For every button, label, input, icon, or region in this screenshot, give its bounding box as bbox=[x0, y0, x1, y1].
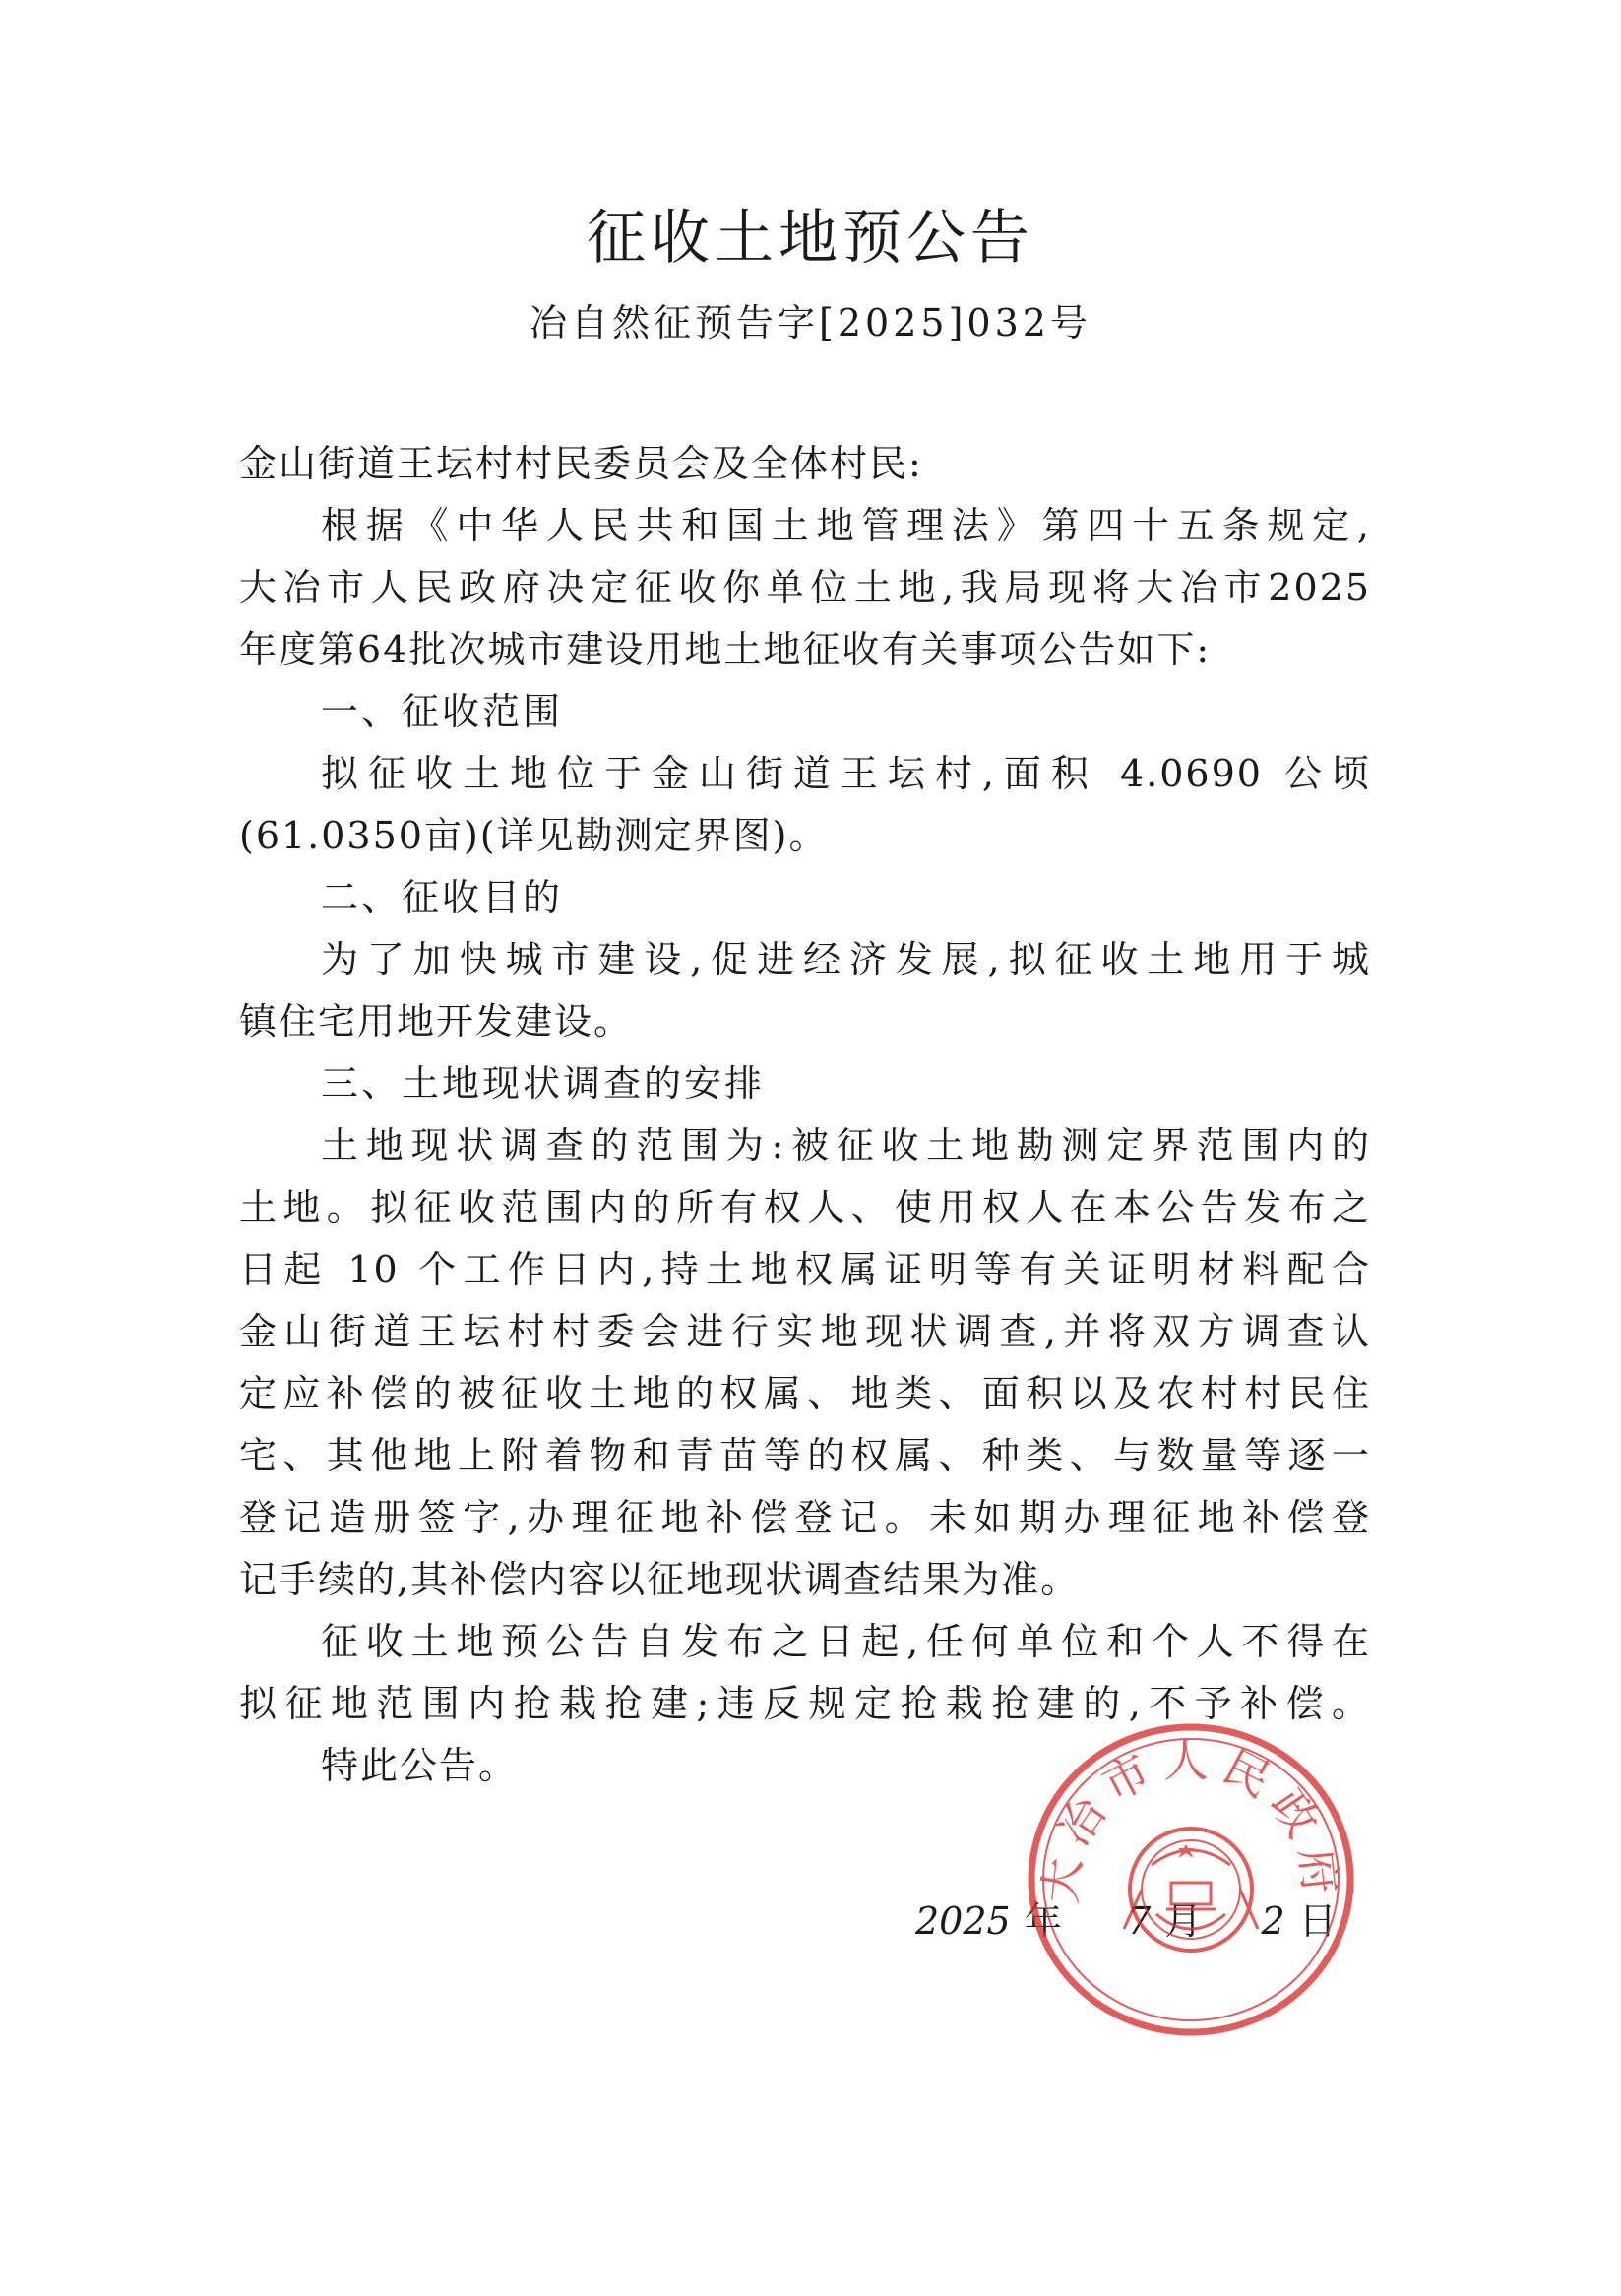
official-seal-icon bbox=[1024, 1717, 1358, 2037]
body-line: 土地。拟征收范围内的所有权人、使用权人在本公告发布之 bbox=[239, 1186, 1371, 1229]
document-number: 冶自然征预告字[2025]032号 bbox=[530, 301, 1091, 344]
body-line: 镇住宅用地开发建设。 bbox=[239, 1000, 634, 1043]
body-line: 日起 10 个工作日内,持土地权属证明等有关证明材料配合 bbox=[239, 1248, 1371, 1291]
date-month-unit: 月 bbox=[1164, 1899, 1205, 1943]
body-line: 为了加快城市建设,促进经济发展,拟征收土地用于城 bbox=[321, 938, 1371, 981]
body-line: 年度第64批次城市建设用地土地征收有关事项公告如下: bbox=[239, 628, 1212, 671]
date-day-unit: 日 bbox=[1298, 1899, 1339, 1943]
body-line: 特此公告。 bbox=[321, 1744, 519, 1787]
body-line: 金山街道王坛村村委会进行实地现状调查,并将双方调查认 bbox=[239, 1310, 1371, 1353]
section-heading: 一、征收范围 bbox=[321, 690, 564, 733]
section-heading: 三、土地现状调查的安排 bbox=[321, 1062, 766, 1105]
body-line: 记手续的,其补偿内容以征地现状调查结果为准。 bbox=[239, 1558, 1081, 1601]
notice-title: 征收土地预公告 bbox=[587, 204, 1034, 273]
date-month: 7 bbox=[1127, 1899, 1152, 1943]
body-line: 定应补偿的被征收土地的权属、地类、面积以及农村村民住 bbox=[239, 1372, 1371, 1415]
body-line: 根据《中华人民共和国土地管理法》第四十五条规定, bbox=[321, 504, 1371, 547]
date-year-unit: 年 bbox=[1024, 1899, 1064, 1943]
body-line: 拟征收土地位于金山街道王坛村,面积 4.0690 公顷 bbox=[321, 752, 1371, 795]
body-line: 大冶市人民政府决定征收你单位土地,我局现将大冶市2025 bbox=[239, 566, 1371, 609]
notice-body bbox=[239, 433, 1371, 1797]
body-line: 拟征地范围内抢栽抢建;违反规定抢栽抢建的,不予补偿。 bbox=[239, 1682, 1371, 1725]
body-line: 宅、其他地上附着物和青苗等的权属、种类、与数量等逐一 bbox=[239, 1434, 1371, 1477]
body-line: (61.0350亩)(详见勘测定界图)。 bbox=[239, 814, 829, 857]
seal-text: 大冶市人民政府 bbox=[1032, 1733, 1349, 1906]
body-line: 登记造册签字,办理征地补偿登记。未如期办理征地补偿登 bbox=[239, 1496, 1371, 1539]
svg-text:大冶市人民政府 bbox=[1033, 1734, 1348, 1906]
date-day: 2 bbox=[1261, 1899, 1285, 1943]
body-line: 土地现状调查的范围为:被征收土地勘测定界范围内的 bbox=[321, 1124, 1371, 1167]
date-year: 2025 bbox=[915, 1899, 1011, 1943]
addressee-line: 金山街道王坛村村民委员会及全体村民: bbox=[239, 442, 923, 485]
section-heading: 二、征收目的 bbox=[321, 876, 564, 919]
body-line: 征收土地预公告自发布之日起,任何单位和个人不得在 bbox=[321, 1620, 1371, 1663]
